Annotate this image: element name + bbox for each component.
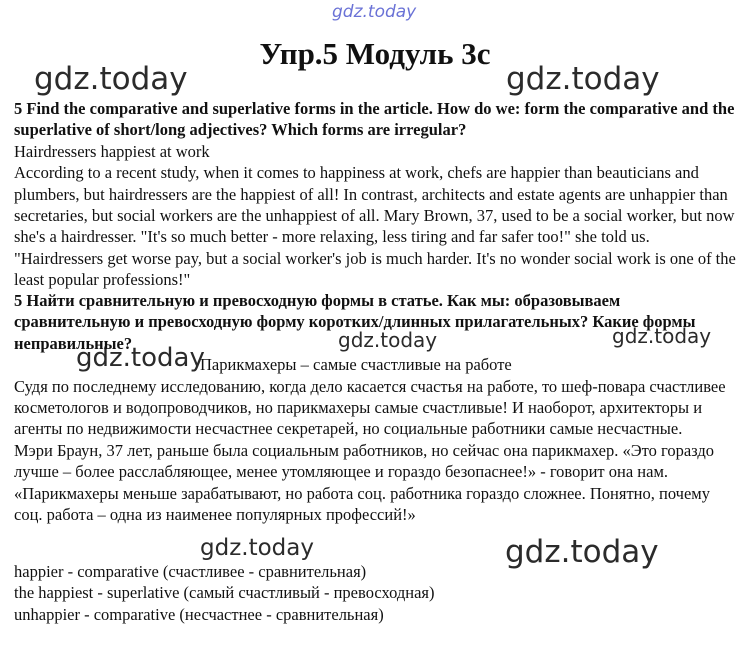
watermark-left-upper: gdz.today xyxy=(34,61,188,97)
article-en-body: According to a recent study, when it comes to happiness at work, chefs are happier than beauticians and plumbers, but hairdressers are the happiest of all! In contrast, architects and estate agents are unhappier than secretaries, but social workers are the unhappiest of all. Mary Brown, 37, used to be a social worker, but now she's a hairdresser. "It's so much better - more relaxing, less tiring and far safer too!" she told us. "Hairdressers get worse pay, but a social worker's job is much harder. It's no wonder social work is one of the least popular professions!" xyxy=(14,163,736,290)
watermark-center-middle: gdz.today xyxy=(338,328,438,352)
watermark-right-upper: gdz.today xyxy=(506,61,660,97)
russian-section xyxy=(14,290,740,525)
watermark-right-lower: gdz.today xyxy=(505,534,659,570)
answer-item: the happiest - superlative (самый счастливый - превосходная) xyxy=(14,583,435,603)
page-title: Упр.5 Модуль 3с xyxy=(259,36,491,71)
task-en: 5 Find the comparative and superlative forms in the article. How do we: form the comparative and the superlative of short/long adjectives? Which forms are irregular? xyxy=(14,99,735,140)
watermark-left-middle: gdz.today xyxy=(76,343,205,373)
answer-item: happier - comparative (счастливее - сравнительная) xyxy=(14,562,367,581)
article-ru-headline: Парикмахеры – самые счастливые на работе xyxy=(200,355,512,375)
article-ru-para2: Мэри Браун, 37 лет, раньше была социальным работников, но сейчас она парикмахер. «Это гораздо лучше – более расслабляющее, менее утомляющее и гораздо безопаснее!» - говорит она нам. «Парикмахеры меньше зарабатывают, но работа соц. работника гораздо сложнее. Понятно, почему соц. работа – одна из наименее популярных профессий!» xyxy=(14,440,715,525)
task-ru: 5 Найти сравнительную и превосходную формы в статье. Как мы: образовываем сравнительную и превосходную форму коротких/длинных прилагательных? Какие формы неправильные? xyxy=(14,291,696,353)
watermark-center-lower: gdz.today xyxy=(200,535,314,561)
article-en-headline: Hairdressers happiest at work xyxy=(14,141,210,161)
watermark-top: gdz.today xyxy=(332,2,417,22)
answers-list xyxy=(14,561,740,625)
watermark-right-middle: gdz.today xyxy=(612,324,712,348)
answer-item: unhappier - comparative (несчастнее - сравнительная) xyxy=(14,604,384,624)
article-ru-para1: Судя по последнему исследованию, когда дело касается счастья на работе, то шеф-повара счастливее косметологов и водопроводчиков, но парикмахеры самые счастливые! И наоборот, архитекторы и агенты по недвижимости несчастнее секретарей, но социальные работники самые несчастные. xyxy=(14,376,726,439)
english-section xyxy=(14,98,740,291)
